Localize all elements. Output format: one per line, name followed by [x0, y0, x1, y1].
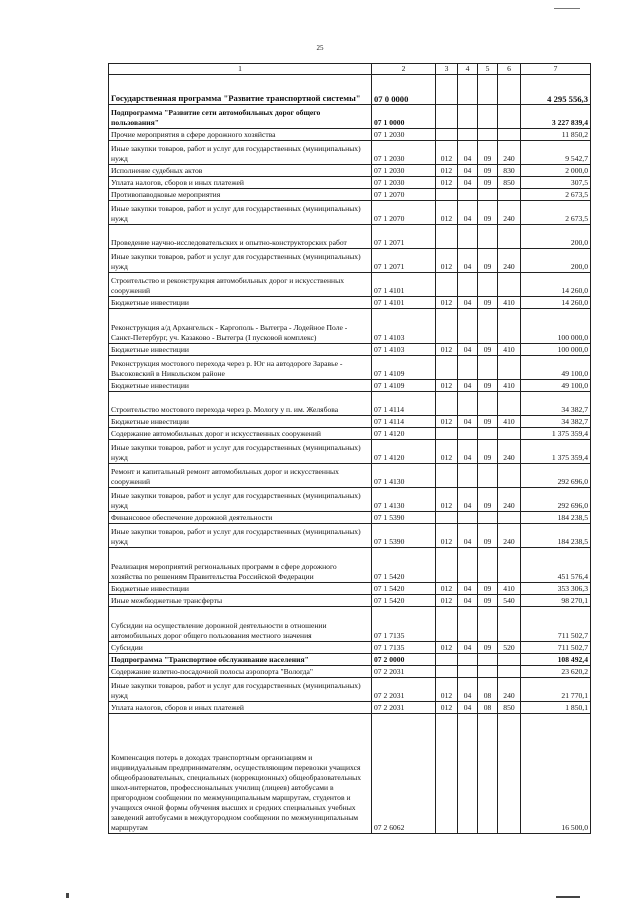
row-name: Компенсация потерь в доходах транспортным организациям и индивидуальным предпринимателям, осуществляющим перевозки учащихся общеобразовательных, специальных (коррекционных) общеобразовательных школ-интернатов, профессиональных училищ (лицеев) автобусами в пригородном сообщении по межмуниципальным маршрутам, студентов и учащихся очной формы обучения высших и средних специальных учебных заведений автобусами в междугородном сообщении по межмуниципальным маршрутам: [109, 714, 372, 834]
row-amount: 711 502,7: [521, 642, 591, 654]
row-amount: 98 270,1: [521, 595, 591, 607]
row-expense-type: 240: [498, 524, 521, 548]
row-amount: 2 000,0: [521, 165, 591, 177]
row-expense-type: [498, 428, 521, 440]
row-expense-type: [498, 75, 521, 105]
row-amount: 184 238,5: [521, 524, 591, 548]
row-expense-type: [498, 105, 521, 129]
row-subsection: [478, 428, 498, 440]
row-name: Строительство и реконструкция автомобильных дорог и искусственных сооружений: [109, 273, 372, 297]
row-subsection: 09: [478, 297, 498, 309]
row-section: [458, 356, 478, 380]
row-code-3: 012: [436, 177, 458, 189]
row-code-3: [436, 512, 458, 524]
row-code: 07 1 2030: [372, 141, 436, 165]
row-subsection: 08: [478, 702, 498, 714]
table-row: [109, 678, 591, 702]
row-code: 07 0 0000: [372, 75, 436, 105]
row-name: Исполнение судебных актов: [109, 165, 372, 177]
row-name: Субсидии на осуществление дорожной деятельности в отношении автомобильных дорог общего пользования местного значения: [109, 607, 372, 642]
row-amount: 34 382,7: [521, 416, 591, 428]
row-code: 07 2 2031: [372, 666, 436, 678]
column-header: 6: [498, 64, 521, 75]
row-subsection: [478, 273, 498, 297]
row-code: 07 1 4130: [372, 464, 436, 488]
row-subsection: 09: [478, 595, 498, 607]
row-code-3: 012: [436, 201, 458, 225]
row-amount: 14 260,0: [521, 273, 591, 297]
column-header: 3: [436, 64, 458, 75]
row-amount: 451 576,4: [521, 548, 591, 583]
row-name: Иные закупки товаров, работ и услуг для государственных (муниципальных) нужд: [109, 249, 372, 273]
row-expense-type: [498, 309, 521, 344]
row-expense-type: 540: [498, 595, 521, 607]
row-subsection: 09: [478, 488, 498, 512]
row-subsection: [478, 392, 498, 416]
row-name: Государственная программа "Развитие транспортной системы": [109, 75, 372, 105]
table-row: [109, 583, 591, 595]
column-header: 2: [372, 64, 436, 75]
row-section: [458, 714, 478, 834]
table-row: [109, 666, 591, 678]
header-row: [109, 64, 591, 75]
row-name: Бюджетные инвестиции: [109, 297, 372, 309]
table-row: [109, 249, 591, 273]
row-subsection: [478, 356, 498, 380]
row-expense-type: 240: [498, 488, 521, 512]
table-body: [109, 64, 591, 834]
column-header: 5: [478, 64, 498, 75]
row-code-3: 012: [436, 595, 458, 607]
table-row: [109, 129, 591, 141]
row-code: 07 1 0000: [372, 105, 436, 129]
scan-mark-bottom-right: [556, 896, 580, 898]
row-code: 07 1 4101: [372, 273, 436, 297]
table-row: [109, 356, 591, 380]
row-code-3: 012: [436, 297, 458, 309]
row-expense-type: 240: [498, 440, 521, 464]
row-code-3: [436, 225, 458, 249]
row-amount: 49 100,0: [521, 380, 591, 392]
row-code: 07 1 2071: [372, 225, 436, 249]
row-name: Прочие мероприятия в сфере дорожного хозяйства: [109, 129, 372, 141]
row-code-3: 012: [436, 583, 458, 595]
row-code-3: [436, 356, 458, 380]
row-subsection: 08: [478, 678, 498, 702]
row-section: [458, 548, 478, 583]
row-subsection: 09: [478, 380, 498, 392]
row-name: Содержание автомобильных дорог и искусственных сооружений: [109, 428, 372, 440]
row-section: 04: [458, 201, 478, 225]
row-code-3: 012: [436, 344, 458, 356]
row-amount: 23 620,2: [521, 666, 591, 678]
row-expense-type: [498, 225, 521, 249]
row-amount: 11 850,2: [521, 129, 591, 141]
row-name: Бюджетные инвестиции: [109, 583, 372, 595]
row-expense-type: [498, 464, 521, 488]
row-name: Иные закупки товаров, работ и услуг для государственных (муниципальных) нужд: [109, 488, 372, 512]
table-row: [109, 225, 591, 249]
row-code: 07 2 0000: [372, 654, 436, 666]
row-amount: 21 770,1: [521, 678, 591, 702]
row-code-3: [436, 309, 458, 344]
row-section: 04: [458, 165, 478, 177]
row-code-3: [436, 428, 458, 440]
row-section: [458, 105, 478, 129]
row-code: 07 1 4103: [372, 344, 436, 356]
row-section: [458, 392, 478, 416]
row-expense-type: 410: [498, 344, 521, 356]
row-section: [458, 75, 478, 105]
page-number: 25: [316, 44, 324, 52]
row-subsection: [478, 225, 498, 249]
row-subsection: [478, 105, 498, 129]
row-amount: 16 500,0: [521, 714, 591, 834]
row-subsection: 09: [478, 165, 498, 177]
row-code: 07 1 5390: [372, 512, 436, 524]
row-subsection: 09: [478, 416, 498, 428]
row-section: [458, 273, 478, 297]
row-subsection: [478, 309, 498, 344]
row-expense-type: 410: [498, 297, 521, 309]
row-code: 07 1 5420: [372, 583, 436, 595]
row-expense-type: 830: [498, 165, 521, 177]
row-expense-type: [498, 129, 521, 141]
row-name: Проведение научно-исследовательских и опытно-конструкторских работ: [109, 225, 372, 249]
table-row: [109, 524, 591, 548]
row-expense-type: 240: [498, 678, 521, 702]
table-row: [109, 297, 591, 309]
row-amount: 34 382,7: [521, 392, 591, 416]
row-subsection: 09: [478, 249, 498, 273]
row-amount: 1 375 359,4: [521, 428, 591, 440]
row-expense-type: [498, 654, 521, 666]
row-code: 07 1 2030: [372, 129, 436, 141]
row-amount: 353 306,3: [521, 583, 591, 595]
row-section: [458, 512, 478, 524]
table-row: [109, 654, 591, 666]
row-code: 07 1 4114: [372, 416, 436, 428]
row-code-3: [436, 75, 458, 105]
row-code: 07 1 4130: [372, 488, 436, 512]
row-amount: 200,0: [521, 249, 591, 273]
column-header: 1: [109, 64, 372, 75]
row-name: Подпрограмма "Транспортное обслуживание населения": [109, 654, 372, 666]
table-row: [109, 642, 591, 654]
row-subsection: [478, 129, 498, 141]
row-amount: 1 375 359,4: [521, 440, 591, 464]
row-expense-type: 520: [498, 642, 521, 654]
table-row: [109, 702, 591, 714]
row-section: 04: [458, 416, 478, 428]
row-subsection: 09: [478, 583, 498, 595]
row-code: 07 1 4109: [372, 380, 436, 392]
row-name: Реализация мероприятий региональных программ в сфере дорожного хозяйства по решениям Правительства Российской Федерации: [109, 548, 372, 583]
row-subsection: 09: [478, 177, 498, 189]
row-name: Подпрограмма "Развитие сети автомобильных дорог общего пользования": [109, 105, 372, 129]
table-row: [109, 344, 591, 356]
table-row: [109, 607, 591, 642]
row-code-3: [436, 273, 458, 297]
row-name: Иные межбюджетные трансферты: [109, 595, 372, 607]
table-row: [109, 392, 591, 416]
row-code: 07 1 7135: [372, 607, 436, 642]
row-amount: 14 260,0: [521, 297, 591, 309]
budget-table: [108, 63, 591, 834]
row-code: 07 1 2071: [372, 249, 436, 273]
row-expense-type: 240: [498, 249, 521, 273]
row-name: Финансовое обеспечение дорожной деятельности: [109, 512, 372, 524]
row-amount: 100 000,0: [521, 309, 591, 344]
table-row: [109, 380, 591, 392]
row-section: 04: [458, 488, 478, 512]
row-section: 04: [458, 141, 478, 165]
row-name: Реконструкция мостового перехода через р. Юг на автодороге Заравье - Высоковский в Никольском районе: [109, 356, 372, 380]
row-subsection: [478, 607, 498, 642]
row-subsection: [478, 75, 498, 105]
table-row: [109, 273, 591, 297]
row-expense-type: [498, 273, 521, 297]
row-expense-type: [498, 607, 521, 642]
row-code-3: [436, 189, 458, 201]
row-expense-type: 410: [498, 583, 521, 595]
row-amount: 711 502,7: [521, 607, 591, 642]
row-section: 04: [458, 595, 478, 607]
row-code: 07 1 4101: [372, 297, 436, 309]
row-section: 04: [458, 678, 478, 702]
row-amount: 2 673,5: [521, 201, 591, 225]
table-row: [109, 105, 591, 129]
table-row: [109, 309, 591, 344]
row-name: Реконструкция а/д Архангельск - Каргополь - Вытегра - Лодейное Поле - Санкт-Петербург, уч. Казаково - Вытегра (I пусковой комплекс): [109, 309, 372, 344]
row-expense-type: [498, 356, 521, 380]
row-section: [458, 309, 478, 344]
table-row: [109, 512, 591, 524]
row-code-3: 012: [436, 416, 458, 428]
row-code-3: [436, 464, 458, 488]
table-row: [109, 75, 591, 105]
column-header: 7: [521, 64, 591, 75]
row-code-3: [436, 666, 458, 678]
row-section: 04: [458, 440, 478, 464]
row-subsection: 09: [478, 642, 498, 654]
row-code: 07 2 2031: [372, 678, 436, 702]
row-name: Иные закупки товаров, работ и услуг для государственных (муниципальных) нужд: [109, 524, 372, 548]
row-section: [458, 225, 478, 249]
row-amount: 4 295 556,3: [521, 75, 591, 105]
row-subsection: 09: [478, 141, 498, 165]
row-expense-type: [498, 512, 521, 524]
row-code-3: [436, 607, 458, 642]
table-row: [109, 464, 591, 488]
row-name: Субсидии: [109, 642, 372, 654]
row-code: 07 1 5420: [372, 595, 436, 607]
row-code: 07 1 4120: [372, 440, 436, 464]
row-code: 07 1 2070: [372, 201, 436, 225]
row-subsection: 09: [478, 344, 498, 356]
row-section: 04: [458, 524, 478, 548]
row-expense-type: 240: [498, 201, 521, 225]
row-code-3: 012: [436, 249, 458, 273]
row-code-3: [436, 392, 458, 416]
table-row: [109, 595, 591, 607]
row-expense-type: [498, 548, 521, 583]
row-name: Бюджетные инвестиции: [109, 380, 372, 392]
table-row: [109, 177, 591, 189]
row-section: [458, 464, 478, 488]
row-name: Иные закупки товаров, работ и услуг для государственных (муниципальных) нужд: [109, 201, 372, 225]
row-code-3: [436, 105, 458, 129]
row-code: 07 1 7135: [372, 642, 436, 654]
table-row: [109, 488, 591, 512]
row-expense-type: 410: [498, 380, 521, 392]
row-expense-type: 850: [498, 177, 521, 189]
row-subsection: [478, 548, 498, 583]
row-expense-type: 850: [498, 702, 521, 714]
row-amount: 200,0: [521, 225, 591, 249]
row-section: 04: [458, 642, 478, 654]
row-amount: 100 000,0: [521, 344, 591, 356]
row-name: Бюджетные инвестиции: [109, 416, 372, 428]
row-section: [458, 428, 478, 440]
row-amount: 49 100,0: [521, 356, 591, 380]
table-row: [109, 440, 591, 464]
row-code-3: [436, 714, 458, 834]
table-row: [109, 141, 591, 165]
row-subsection: [478, 464, 498, 488]
row-amount: 307,5: [521, 177, 591, 189]
row-name: Иные закупки товаров, работ и услуг для государственных (муниципальных) нужд: [109, 678, 372, 702]
row-section: [458, 129, 478, 141]
row-code: 07 1 4103: [372, 309, 436, 344]
row-section: [458, 666, 478, 678]
row-subsection: [478, 512, 498, 524]
row-section: 04: [458, 380, 478, 392]
row-amount: 184 238,5: [521, 512, 591, 524]
row-subsection: 09: [478, 524, 498, 548]
row-name: Противопаводковые мероприятия: [109, 189, 372, 201]
scan-mark-top: [554, 8, 580, 10]
row-section: 04: [458, 702, 478, 714]
row-section: 04: [458, 249, 478, 273]
row-subsection: [478, 189, 498, 201]
table-row: [109, 189, 591, 201]
row-expense-type: [498, 666, 521, 678]
row-code: 07 1 4120: [372, 428, 436, 440]
row-subsection: 09: [478, 440, 498, 464]
column-header: 4: [458, 64, 478, 75]
row-section: 04: [458, 583, 478, 595]
row-section: [458, 607, 478, 642]
row-code-3: 012: [436, 440, 458, 464]
row-name: Содержание взлетно-посадочной полосы аэропорта "Вологда": [109, 666, 372, 678]
row-code-3: 012: [436, 642, 458, 654]
row-code: 07 2 6062: [372, 714, 436, 834]
row-code: 07 1 2030: [372, 165, 436, 177]
row-code-3: [436, 548, 458, 583]
row-amount: 3 227 839,4: [521, 105, 591, 129]
row-code-3: 012: [436, 141, 458, 165]
row-subsection: [478, 666, 498, 678]
table-row: [109, 165, 591, 177]
row-name: Иные закупки товаров, работ и услуг для государственных (муниципальных) нужд: [109, 440, 372, 464]
row-code: 07 1 4114: [372, 392, 436, 416]
table-row: [109, 714, 591, 834]
table-row: [109, 548, 591, 583]
row-expense-type: 410: [498, 416, 521, 428]
row-code: 07 2 2031: [372, 702, 436, 714]
row-amount: 292 696,0: [521, 488, 591, 512]
row-amount: 2 673,5: [521, 189, 591, 201]
row-section: [458, 189, 478, 201]
row-name: Бюджетные инвестиции: [109, 344, 372, 356]
table-row: [109, 416, 591, 428]
row-expense-type: [498, 392, 521, 416]
row-code-3: 012: [436, 380, 458, 392]
row-subsection: 09: [478, 201, 498, 225]
row-name: Ремонт и капитальный ремонт автомобильных дорог и искусственных сооружений: [109, 464, 372, 488]
row-section: [458, 654, 478, 666]
row-name: Уплата налогов, сборов и иных платежей: [109, 177, 372, 189]
row-amount: 9 542,7: [521, 141, 591, 165]
row-amount: 108 492,4: [521, 654, 591, 666]
row-amount: 1 850,1: [521, 702, 591, 714]
row-subsection: [478, 654, 498, 666]
scan-mark-bottom-left: [66, 893, 69, 898]
row-code: 07 1 2070: [372, 189, 436, 201]
row-section: 04: [458, 297, 478, 309]
row-expense-type: [498, 714, 521, 834]
row-name: Иные закупки товаров, работ и услуг для государственных (муниципальных) нужд: [109, 141, 372, 165]
row-expense-type: 240: [498, 141, 521, 165]
row-name: Уплата налогов, сборов и иных платежей: [109, 702, 372, 714]
row-amount: 292 696,0: [521, 464, 591, 488]
table-row: [109, 428, 591, 440]
row-expense-type: [498, 189, 521, 201]
row-code-3: [436, 654, 458, 666]
row-code-3: 012: [436, 165, 458, 177]
row-code-3: 012: [436, 702, 458, 714]
row-section: 04: [458, 177, 478, 189]
row-subsection: [478, 714, 498, 834]
row-name: Строительство мостового перехода через р. Мологу у п. им. Желябова: [109, 392, 372, 416]
row-code: 07 1 5420: [372, 548, 436, 583]
row-code: 07 1 4109: [372, 356, 436, 380]
row-code-3: [436, 129, 458, 141]
row-code-3: 012: [436, 488, 458, 512]
row-code-3: 012: [436, 678, 458, 702]
row-code: 07 1 5390: [372, 524, 436, 548]
row-section: 04: [458, 344, 478, 356]
row-code-3: 012: [436, 524, 458, 548]
row-code: 07 1 2030: [372, 177, 436, 189]
table-row: [109, 201, 591, 225]
